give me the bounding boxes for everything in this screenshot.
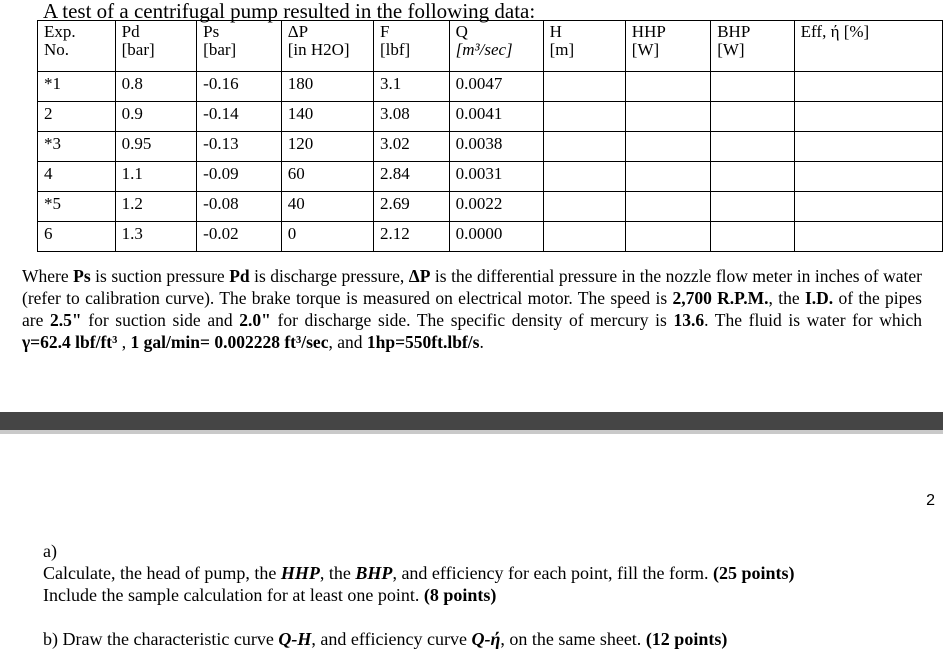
table-cell: -0.13 — [197, 132, 282, 162]
header-cell: ΔP [in H2O] — [281, 21, 373, 72]
table-row — [38, 192, 943, 222]
table-cell — [794, 162, 942, 192]
table-cell: *5 — [38, 192, 116, 222]
table-cell: -0.16 — [197, 72, 282, 102]
header-cell: H [m] — [543, 21, 625, 72]
table-cell: 3.1 — [373, 72, 449, 102]
table-header-row — [38, 21, 943, 72]
table-row — [38, 102, 943, 132]
header-cell: Ps [bar] — [197, 21, 282, 72]
table-cell — [711, 102, 794, 132]
table-cell: -0.14 — [197, 102, 282, 132]
table-cell: 0.0031 — [449, 162, 543, 192]
table-cell: 6 — [38, 222, 116, 252]
table-cell: *1 — [38, 72, 116, 102]
table-row — [38, 132, 943, 162]
page-break-bar — [0, 412, 943, 430]
table-cell: 0.95 — [115, 132, 197, 162]
table-cell — [625, 192, 710, 222]
table-cell: 2.69 — [373, 192, 449, 222]
table-cell — [543, 222, 625, 252]
table-cell — [711, 72, 794, 102]
header-cell: Exp. No. — [38, 21, 116, 72]
pump-data-table — [37, 20, 943, 252]
table-cell: 60 — [281, 162, 373, 192]
table-cell: -0.09 — [197, 162, 282, 192]
table-cell: *3 — [38, 132, 116, 162]
table-cell — [625, 222, 710, 252]
header-cell: Q [m³/sec] — [449, 21, 543, 72]
table-cell: 140 — [281, 102, 373, 132]
header-cell: Pd [bar] — [115, 21, 197, 72]
table-cell: 2.84 — [373, 162, 449, 192]
table-cell: 0.0047 — [449, 72, 543, 102]
table-cell: 0.0000 — [449, 222, 543, 252]
header-cell: HHP [W] — [625, 21, 710, 72]
table-cell — [543, 132, 625, 162]
table-cell: 120 — [281, 132, 373, 162]
page-number: 2 — [926, 492, 935, 509]
table-cell — [794, 132, 942, 162]
table-cell: 0 — [281, 222, 373, 252]
question-b: b) Draw the characteristic curve Q-H, and efficiency curve Q-ή, on the same sheet. (12 points) — [43, 629, 728, 649]
table-cell: 1.3 — [115, 222, 197, 252]
table-cell: 0.8 — [115, 72, 197, 102]
table-cell — [543, 192, 625, 222]
table-cell — [794, 72, 942, 102]
table-row — [38, 162, 943, 192]
header-cell: Eff, ή [%] — [794, 21, 942, 72]
table-cell: 2 — [38, 102, 116, 132]
table-cell — [625, 162, 710, 192]
table-cell — [711, 162, 794, 192]
problem-description: Where Ps is suction pressure Pd is discharge pressure, ΔP is the differential pressure in the nozzle flow meter in inches of water (refer to calibration curve). The brake torque is measured on electrical motor. The speed is 2,700 R.P.M., the I.D. of the pipes are 2.5" for suction side and 2.0" for discharge side. The specific density of mercury is 13.6. The fluid is water for which γ=62.4 lbf/ft³ , 1 gal/min= 0.002228 ft³/sec, and 1hp=550ft.lbf/s. — [22, 266, 922, 352]
table-cell — [625, 102, 710, 132]
table-cell — [711, 192, 794, 222]
table-row — [38, 72, 943, 102]
table-cell — [625, 72, 710, 102]
table-cell — [543, 102, 625, 132]
table-cell — [543, 162, 625, 192]
table-cell: 180 — [281, 72, 373, 102]
table-cell: 0.0038 — [449, 132, 543, 162]
table-cell — [794, 222, 942, 252]
header-cell: F [lbf] — [373, 21, 449, 72]
table-cell: -0.02 — [197, 222, 282, 252]
table-row — [38, 222, 943, 252]
page-title: A test of a centrifugal pump resulted in the following data: — [43, 0, 536, 23]
table-cell: 2.12 — [373, 222, 449, 252]
header-cell: BHP [W] — [711, 21, 794, 72]
table-cell: 40 — [281, 192, 373, 222]
table-cell: 3.02 — [373, 132, 449, 162]
table-cell — [794, 192, 942, 222]
table-cell: 0.9 — [115, 102, 197, 132]
table-cell — [543, 72, 625, 102]
table-cell: 3.08 — [373, 102, 449, 132]
table-cell — [625, 132, 710, 162]
question-a-label: a) — [43, 541, 57, 561]
table-cell — [794, 102, 942, 132]
table-cell: 0.0022 — [449, 192, 543, 222]
table-cell — [711, 222, 794, 252]
question-a: a) Calculate, the head of pump, the HHP, the BHP, and efficiency for each point, fill the form. (25 points) Include the sample calculation for at least one point. (8 points) — [43, 540, 923, 606]
table-cell: 1.2 — [115, 192, 197, 222]
table-cell: 4 — [38, 162, 116, 192]
table-cell: -0.08 — [197, 192, 282, 222]
table-cell: 1.1 — [115, 162, 197, 192]
table-cell: 0.0041 — [449, 102, 543, 132]
page-break-shadow — [0, 430, 943, 434]
table-cell — [711, 132, 794, 162]
